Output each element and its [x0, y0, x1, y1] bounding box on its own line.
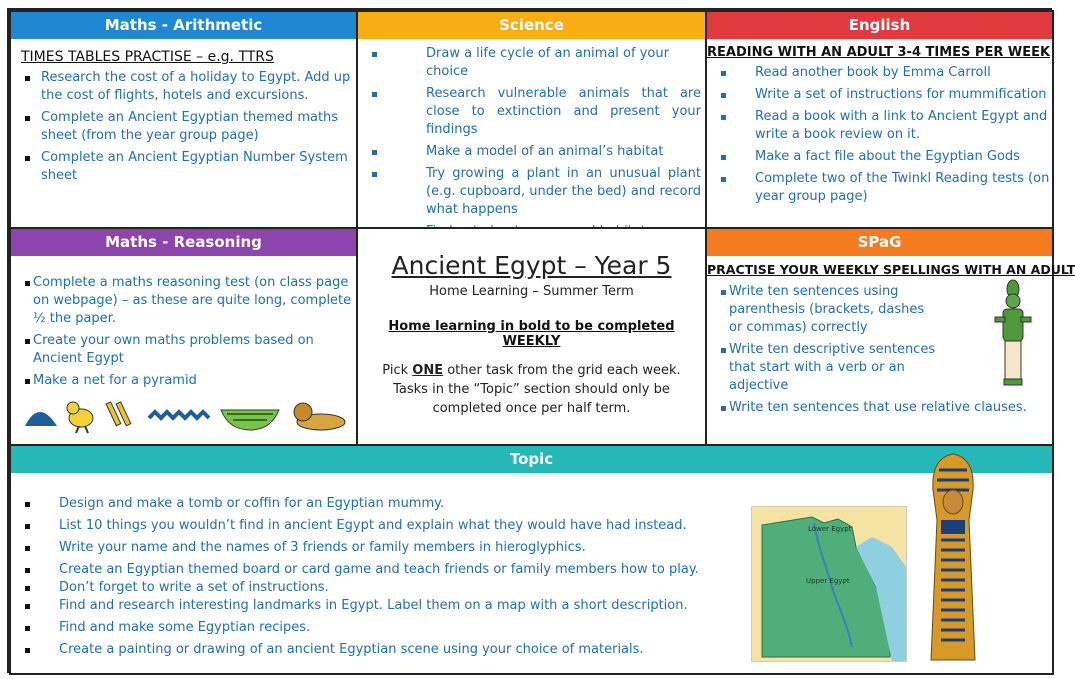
english-list [707, 64, 1052, 206]
reeds-glyph-icon [106, 402, 131, 426]
maths-reasoning-header [11, 229, 356, 256]
instructions-text [366, 361, 697, 418]
spag-list [707, 283, 937, 395]
instruction-pre: Pick [382, 363, 413, 378]
maths-reasoning-list [11, 274, 356, 390]
list-item: Try growing a plant in an unusual plant (e.g. cupboard, under the bed) and record what happens [358, 165, 701, 219]
list-item: Write your name and the names of 3 friends or family members in hieroglyphics. [11, 539, 731, 557]
weekly-note: Home learning in bold to be completed WEEKLY [388, 319, 675, 349]
bread-glyph-icon [25, 412, 57, 426]
basket-glyph-icon [221, 410, 279, 430]
list-item: Write ten sentences that use relative clauses. [707, 399, 1052, 417]
spag-title: SPaG [857, 233, 902, 251]
spag-header [707, 229, 1052, 256]
sarcophagus-icon [923, 450, 983, 670]
chick-glyph-icon [67, 402, 93, 433]
maths-arithmetic-panel [9, 10, 358, 229]
maths-arithmetic-list [11, 69, 356, 185]
instruction-one: ONE [412, 363, 444, 378]
science-header [358, 12, 705, 39]
list-item: Write ten sentences using parenthesis (brackets, dashes or commas) correctly [707, 283, 937, 337]
spellings-subheading: PRACTISE YOUR WEEKLY SPELLINGS WITH AN ADULT [707, 262, 1075, 277]
list-item: Complete an Ancient Egyptian Number System sheet [11, 149, 356, 185]
hieroglyph-strip [21, 394, 351, 434]
english-title: English [848, 16, 911, 34]
list-item: Draw a life cycle of an animal of your choice [358, 45, 701, 81]
maths-arithmetic-header [11, 12, 356, 39]
hieroglyphs-illustration [21, 394, 351, 434]
english-panel [705, 10, 1054, 229]
list-item: Complete two of the Twinkl Reading tests (on year group page) [707, 170, 1052, 206]
list-item: Research vulnerable animals that are close to extinction and present your findings [358, 85, 701, 139]
english-header [707, 12, 1052, 39]
list-item: Create your own maths problems based on Ancient Egypt [11, 332, 356, 368]
list-item: Find and research interesting landmarks in Egypt. Label them on a map with a short description. [11, 597, 731, 615]
topic-header [11, 446, 1052, 473]
list-item: Read a book with a link to Ancient Egypt and write a book review on it. [707, 108, 1052, 144]
topic-panel [9, 444, 1054, 675]
lion-glyph-icon [294, 403, 345, 430]
list-item: List 10 things you wouldn’t find in ancient Egypt and explain what they would have had instead. [11, 517, 731, 535]
list-item: Make a net for a pyramid [11, 372, 356, 390]
list-item: Create a painting or drawing of an ancient Egyptian scene using your choice of materials. [11, 641, 731, 659]
map-label-lower: Lower Egypt [808, 525, 852, 533]
learning-grid [7, 8, 1075, 673]
spag-list-wide [707, 399, 1052, 417]
list-item: Make a model of an animal’s habitat [358, 143, 701, 161]
water-glyph-icon [149, 412, 209, 418]
maths-arithmetic-title: Maths - Arithmetic [104, 16, 263, 34]
egyptian-god-figure-icon [991, 279, 1035, 389]
list-item: Complete a maths reasoning test (on class page on webpage) – as these are quite long, complete ½ the paper. [11, 274, 356, 328]
list-item: Write a set of instructions for mummification [707, 86, 1052, 104]
term-subtitle: Home Learning – Summer Term [429, 284, 634, 299]
list-item: Research the cost of a holiday to Egypt. Add up the cost of flights, hotels and excursions. [11, 69, 356, 105]
reading-subheading: READING WITH AN ADULT 3-4 TIMES PER WEEK [707, 45, 1051, 60]
list-item: Create an Egyptian themed board or card game and teach friends or family members how to play. [11, 561, 731, 579]
list-item: Read another book by Emma Carroll [707, 64, 1052, 82]
maths-reasoning-title: Maths - Reasoning [105, 233, 262, 251]
center-panel [356, 227, 707, 446]
spag-panel [705, 227, 1075, 446]
page-title: Ancient Egypt – Year 5 [391, 251, 672, 280]
egypt-map [751, 506, 907, 662]
science-list [358, 45, 705, 241]
list-item: Find and make some Egyptian recipes. [11, 619, 731, 637]
topic-title: Topic [509, 450, 554, 468]
instruction-post: other task from the grid each week. Tasks in the “Topic” section should only be completed once per half term. [393, 363, 681, 416]
topic-list [11, 495, 731, 659]
list-item: Make a fact file about the Egyptian Gods [707, 148, 1052, 166]
map-label-upper: Upper Egypt [806, 577, 850, 585]
list-item: Design and make a tomb or coffin for an Egyptian mummy. [11, 495, 731, 513]
list-item: Write ten descriptive sentences that start with a verb or an adjective [707, 341, 937, 395]
science-title: Science [499, 16, 564, 34]
maths-reasoning-panel [9, 227, 358, 446]
list-item: Complete an Ancient Egyptian themed maths sheet (from the year group page) [11, 109, 356, 145]
times-tables-subheading: TIMES TABLES PRACTISE – e.g. TTRS [21, 49, 274, 65]
list-item: Don’t forget to write a set of instructions. [11, 579, 731, 597]
science-panel [356, 10, 707, 229]
